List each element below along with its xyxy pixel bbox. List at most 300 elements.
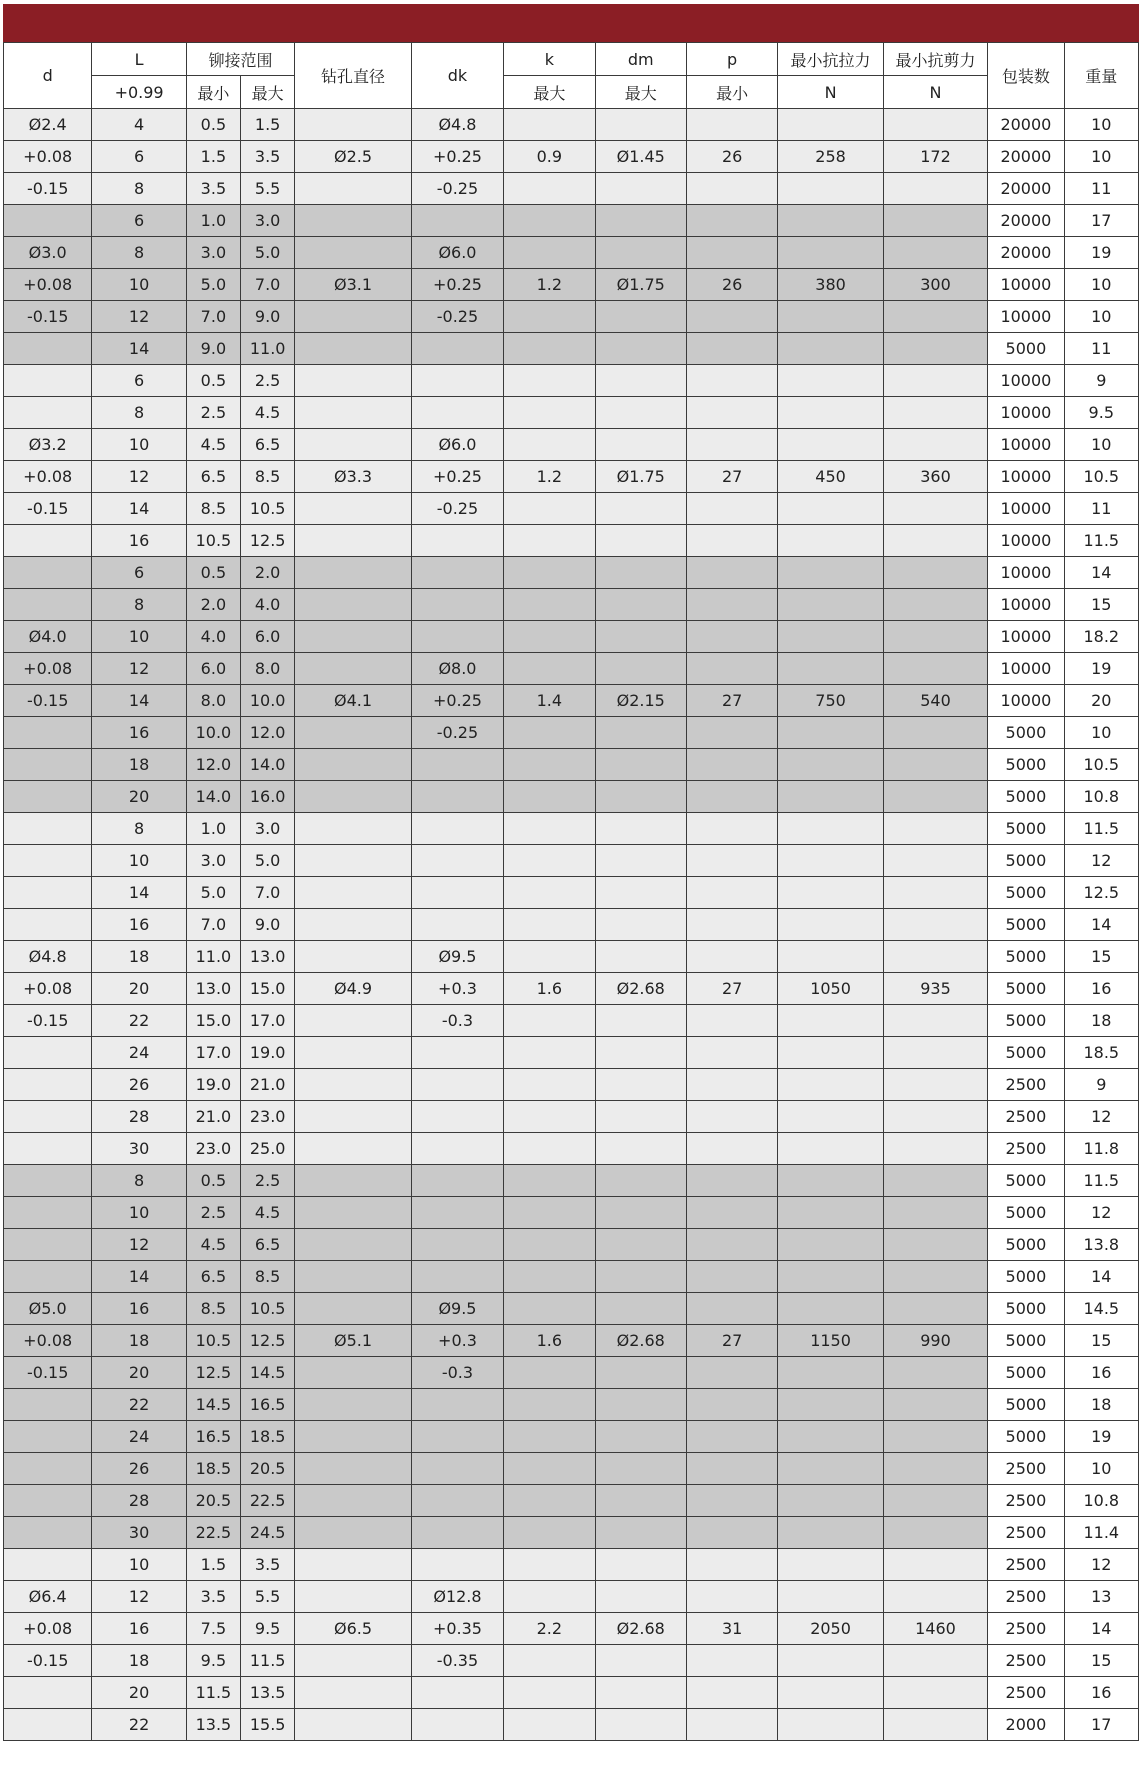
cell-dk [411, 781, 503, 813]
cell-l: 20 [92, 1677, 186, 1709]
cell-min-tensile [778, 429, 883, 461]
cell-d [4, 1709, 92, 1741]
cell-grip-min: 7.0 [186, 909, 240, 941]
cell-grip-max: 10.5 [241, 1293, 295, 1325]
cell-dk: Ø9.5 [411, 1293, 503, 1325]
cell-weight: 15 [1064, 589, 1138, 621]
cell-l: 14 [92, 333, 186, 365]
cell-min-shear [883, 493, 987, 525]
col-subheader-shear-unit: N [883, 76, 987, 109]
cell-d: Ø6.4 [4, 1581, 92, 1613]
cell-dm [595, 173, 686, 205]
cell-l: 18 [92, 1645, 186, 1677]
cell-min-tensile [778, 1165, 883, 1197]
cell-p: 27 [686, 685, 777, 717]
cell-dm [595, 1037, 686, 1069]
table-row [4, 1325, 1139, 1357]
cell-l: 20 [92, 973, 186, 1005]
cell-package-qty: 5000 [988, 909, 1064, 941]
cell-weight: 15 [1064, 1325, 1138, 1357]
cell-k [504, 1389, 595, 1421]
cell-l: 16 [92, 1613, 186, 1645]
cell-weight: 13 [1064, 1581, 1138, 1613]
cell-dk: Ø9.5 [411, 941, 503, 973]
cell-k [504, 1709, 595, 1741]
table-row [4, 589, 1139, 621]
cell-grip-min: 6.5 [186, 1261, 240, 1293]
cell-grip-max: 2.5 [241, 365, 295, 397]
cell-grip-min: 3.5 [186, 1581, 240, 1613]
col-subheader-tensile-unit: N [778, 76, 883, 109]
table-row [4, 877, 1139, 909]
cell-d [4, 781, 92, 813]
cell-p [686, 333, 777, 365]
cell-drill-diameter [295, 1261, 412, 1293]
cell-grip-max: 23.0 [241, 1101, 295, 1133]
col-subheader-grip-max: 最大 [241, 76, 295, 109]
cell-drill-diameter [295, 1069, 412, 1101]
cell-grip-max: 22.5 [241, 1485, 295, 1517]
cell-d [4, 749, 92, 781]
cell-min-tensile: 750 [778, 685, 883, 717]
cell-drill-diameter [295, 1101, 412, 1133]
cell-k [504, 1421, 595, 1453]
cell-p [686, 1485, 777, 1517]
cell-dm [595, 781, 686, 813]
cell-grip-min: 8.5 [186, 1293, 240, 1325]
cell-drill-diameter: Ø3.1 [295, 269, 412, 301]
cell-weight: 9 [1064, 365, 1138, 397]
cell-grip-max: 17.0 [241, 1005, 295, 1037]
cell-k [504, 877, 595, 909]
cell-dk: -0.3 [411, 1005, 503, 1037]
cell-d [4, 1197, 92, 1229]
cell-l: 10 [92, 1549, 186, 1581]
cell-package-qty: 2000 [988, 1709, 1064, 1741]
cell-p [686, 1101, 777, 1133]
cell-drill-diameter [295, 237, 412, 269]
cell-min-shear [883, 1101, 987, 1133]
cell-d [4, 205, 92, 237]
table-row [4, 429, 1139, 461]
cell-grip-min: 6.5 [186, 461, 240, 493]
cell-min-tensile [778, 1261, 883, 1293]
cell-drill-diameter: Ø3.3 [295, 461, 412, 493]
cell-dk: -0.25 [411, 173, 503, 205]
table-row [4, 1165, 1139, 1197]
cell-d: -0.15 [4, 685, 92, 717]
cell-min-tensile [778, 813, 883, 845]
cell-grip-min: 4.0 [186, 621, 240, 653]
cell-min-shear [883, 365, 987, 397]
cell-d: +0.08 [4, 461, 92, 493]
cell-k [504, 1357, 595, 1389]
cell-d: -0.15 [4, 301, 92, 333]
cell-k [504, 173, 595, 205]
cell-d: +0.08 [4, 653, 92, 685]
cell-drill-diameter [295, 1197, 412, 1229]
table-row [4, 845, 1139, 877]
cell-grip-max: 6.0 [241, 621, 295, 653]
cell-d: Ø3.0 [4, 237, 92, 269]
cell-package-qty: 2500 [988, 1453, 1064, 1485]
cell-dk [411, 525, 503, 557]
cell-dk [411, 909, 503, 941]
cell-min-tensile [778, 845, 883, 877]
cell-grip-max: 4.5 [241, 397, 295, 429]
cell-p [686, 429, 777, 461]
cell-d: Ø4.8 [4, 941, 92, 973]
table-row [4, 1549, 1139, 1581]
cell-min-tensile [778, 589, 883, 621]
cell-min-shear [883, 1197, 987, 1229]
cell-min-tensile [778, 205, 883, 237]
cell-grip-min: 9.5 [186, 1645, 240, 1677]
cell-l: 6 [92, 365, 186, 397]
cell-weight: 10.5 [1064, 749, 1138, 781]
table-row [4, 941, 1139, 973]
cell-min-tensile: 450 [778, 461, 883, 493]
cell-min-tensile [778, 365, 883, 397]
cell-package-qty: 5000 [988, 1357, 1064, 1389]
cell-k: 1.6 [504, 1325, 595, 1357]
cell-l: 18 [92, 941, 186, 973]
rivet-spec-table [3, 42, 1139, 1741]
col-subheader-dm-max: 最大 [595, 76, 686, 109]
cell-k [504, 1485, 595, 1517]
cell-dm [595, 1453, 686, 1485]
cell-drill-diameter: Ø5.1 [295, 1325, 412, 1357]
cell-dm [595, 1517, 686, 1549]
cell-package-qty: 20000 [988, 205, 1064, 237]
cell-d [4, 1133, 92, 1165]
cell-p [686, 717, 777, 749]
cell-p [686, 1645, 777, 1677]
cell-grip-max: 3.5 [241, 1549, 295, 1581]
cell-k [504, 1069, 595, 1101]
table-row [4, 1197, 1139, 1229]
cell-drill-diameter [295, 1581, 412, 1613]
cell-dm [595, 909, 686, 941]
cell-k [504, 589, 595, 621]
cell-min-tensile [778, 173, 883, 205]
cell-d [4, 1549, 92, 1581]
cell-dk [411, 1037, 503, 1069]
cell-min-shear [883, 1357, 987, 1389]
cell-min-shear [883, 1229, 987, 1261]
cell-dk: Ø12.8 [411, 1581, 503, 1613]
cell-drill-diameter [295, 333, 412, 365]
cell-dk [411, 1677, 503, 1709]
table-row [4, 1133, 1139, 1165]
cell-p [686, 493, 777, 525]
cell-k: 1.4 [504, 685, 595, 717]
cell-d [4, 909, 92, 941]
cell-drill-diameter [295, 109, 412, 141]
cell-weight: 18 [1064, 1005, 1138, 1037]
cell-min-tensile: 2050 [778, 1613, 883, 1645]
cell-grip-min: 4.5 [186, 1229, 240, 1261]
cell-min-shear [883, 909, 987, 941]
cell-grip-min: 11.5 [186, 1677, 240, 1709]
cell-package-qty: 10000 [988, 301, 1064, 333]
cell-package-qty: 5000 [988, 877, 1064, 909]
cell-min-tensile [778, 621, 883, 653]
cell-package-qty: 5000 [988, 941, 1064, 973]
cell-dm [595, 557, 686, 589]
cell-grip-min: 1.0 [186, 205, 240, 237]
cell-l: 10 [92, 621, 186, 653]
cell-min-tensile [778, 653, 883, 685]
cell-min-tensile [778, 237, 883, 269]
cell-k: 1.2 [504, 461, 595, 493]
cell-min-shear: 935 [883, 973, 987, 1005]
cell-grip-max: 15.5 [241, 1709, 295, 1741]
cell-d [4, 1421, 92, 1453]
cell-grip-min: 2.5 [186, 397, 240, 429]
table-row [4, 461, 1139, 493]
cell-grip-max: 3.0 [241, 205, 295, 237]
cell-drill-diameter [295, 1485, 412, 1517]
cell-min-tensile [778, 877, 883, 909]
cell-dk: +0.35 [411, 1613, 503, 1645]
cell-grip-min: 3.0 [186, 845, 240, 877]
cell-package-qty: 2500 [988, 1101, 1064, 1133]
cell-l: 10 [92, 269, 186, 301]
cell-dk: +0.25 [411, 685, 503, 717]
table-row [4, 653, 1139, 685]
cell-d [4, 589, 92, 621]
cell-grip-max: 15.0 [241, 973, 295, 1005]
cell-min-shear: 540 [883, 685, 987, 717]
cell-package-qty: 20000 [988, 109, 1064, 141]
cell-min-shear [883, 621, 987, 653]
cell-grip-min: 23.0 [186, 1133, 240, 1165]
cell-min-shear [883, 301, 987, 333]
cell-l: 24 [92, 1037, 186, 1069]
cell-weight: 11 [1064, 333, 1138, 365]
table-row [4, 717, 1139, 749]
cell-dk [411, 1549, 503, 1581]
cell-drill-diameter [295, 653, 412, 685]
cell-package-qty: 10000 [988, 557, 1064, 589]
cell-min-shear [883, 333, 987, 365]
cell-p [686, 1069, 777, 1101]
cell-grip-max: 14.5 [241, 1357, 295, 1389]
cell-weight: 14 [1064, 557, 1138, 589]
cell-k [504, 109, 595, 141]
cell-drill-diameter [295, 781, 412, 813]
cell-l: 18 [92, 1325, 186, 1357]
cell-weight: 17 [1064, 205, 1138, 237]
cell-dk: Ø6.0 [411, 237, 503, 269]
cell-k [504, 365, 595, 397]
cell-grip-min: 13.5 [186, 1709, 240, 1741]
cell-k [504, 909, 595, 941]
cell-dm [595, 941, 686, 973]
cell-l: 16 [92, 1293, 186, 1325]
cell-drill-diameter [295, 1709, 412, 1741]
cell-k [504, 1453, 595, 1485]
header-band [3, 4, 1139, 42]
cell-grip-min: 11.0 [186, 941, 240, 973]
cell-d [4, 557, 92, 589]
cell-grip-max: 9.0 [241, 301, 295, 333]
cell-drill-diameter [295, 1517, 412, 1549]
cell-drill-diameter: Ø4.1 [295, 685, 412, 717]
cell-min-tensile [778, 333, 883, 365]
cell-weight: 14 [1064, 1613, 1138, 1645]
cell-package-qty: 5000 [988, 1165, 1064, 1197]
cell-dk [411, 1389, 503, 1421]
cell-d [4, 1453, 92, 1485]
cell-drill-diameter [295, 493, 412, 525]
cell-d [4, 397, 92, 429]
cell-grip-max: 12.0 [241, 717, 295, 749]
cell-weight: 10 [1064, 429, 1138, 461]
cell-weight: 11.5 [1064, 1165, 1138, 1197]
cell-min-shear [883, 525, 987, 557]
cell-l: 28 [92, 1485, 186, 1517]
table-row [4, 1677, 1139, 1709]
cell-grip-min: 1.0 [186, 813, 240, 845]
cell-d: +0.08 [4, 1613, 92, 1645]
table-row [4, 557, 1139, 589]
cell-dk: +0.25 [411, 141, 503, 173]
table-row [4, 909, 1139, 941]
cell-grip-min: 18.5 [186, 1453, 240, 1485]
cell-grip-min: 14.5 [186, 1389, 240, 1421]
cell-drill-diameter [295, 845, 412, 877]
col-header-p: p [686, 43, 777, 76]
table-row [4, 525, 1139, 557]
cell-drill-diameter [295, 397, 412, 429]
cell-drill-diameter [295, 749, 412, 781]
cell-drill-diameter [295, 1229, 412, 1261]
cell-weight: 17 [1064, 1709, 1138, 1741]
cell-grip-min: 14.0 [186, 781, 240, 813]
cell-min-tensile [778, 1101, 883, 1133]
cell-k [504, 397, 595, 429]
table-row [4, 1293, 1139, 1325]
cell-p [686, 1357, 777, 1389]
cell-p [686, 205, 777, 237]
cell-k [504, 1645, 595, 1677]
cell-dm: Ø1.75 [595, 461, 686, 493]
cell-min-tensile: 380 [778, 269, 883, 301]
cell-d [4, 1485, 92, 1517]
table-row [4, 685, 1139, 717]
cell-dm [595, 749, 686, 781]
cell-dm [595, 1069, 686, 1101]
cell-min-shear [883, 845, 987, 877]
cell-k [504, 941, 595, 973]
cell-p: 27 [686, 461, 777, 493]
cell-grip-max: 4.0 [241, 589, 295, 621]
table-body [4, 109, 1139, 1741]
cell-drill-diameter [295, 1005, 412, 1037]
cell-min-tensile [778, 749, 883, 781]
cell-min-shear: 1460 [883, 1613, 987, 1645]
cell-weight: 12.5 [1064, 877, 1138, 909]
cell-min-shear [883, 1293, 987, 1325]
cell-l: 8 [92, 173, 186, 205]
cell-package-qty: 2500 [988, 1549, 1064, 1581]
cell-dm [595, 1645, 686, 1677]
cell-grip-max: 3.0 [241, 813, 295, 845]
cell-grip-min: 20.5 [186, 1485, 240, 1517]
cell-p [686, 909, 777, 941]
cell-p [686, 749, 777, 781]
cell-grip-max: 7.0 [241, 269, 295, 301]
cell-weight: 12 [1064, 845, 1138, 877]
cell-package-qty: 2500 [988, 1581, 1064, 1613]
table-row [4, 1709, 1139, 1741]
col-header-min-shear: 最小抗剪力 [883, 43, 987, 76]
cell-p [686, 237, 777, 269]
cell-weight: 12 [1064, 1549, 1138, 1581]
cell-k [504, 1005, 595, 1037]
cell-drill-diameter [295, 1389, 412, 1421]
table-row [4, 397, 1139, 429]
cell-weight: 14 [1064, 909, 1138, 941]
cell-grip-max: 25.0 [241, 1133, 295, 1165]
cell-grip-max: 13.0 [241, 941, 295, 973]
table-row [4, 365, 1139, 397]
cell-p [686, 365, 777, 397]
cell-dm [595, 877, 686, 909]
cell-dk: +0.3 [411, 1325, 503, 1357]
cell-k [504, 205, 595, 237]
cell-d: Ø4.0 [4, 621, 92, 653]
cell-weight: 18.5 [1064, 1037, 1138, 1069]
cell-dk [411, 749, 503, 781]
cell-p [686, 1293, 777, 1325]
cell-min-shear [883, 1645, 987, 1677]
cell-d: -0.15 [4, 1005, 92, 1037]
cell-min-tensile [778, 717, 883, 749]
cell-weight: 19 [1064, 237, 1138, 269]
cell-package-qty: 5000 [988, 1037, 1064, 1069]
cell-p [686, 557, 777, 589]
cell-p [686, 621, 777, 653]
cell-d [4, 717, 92, 749]
cell-weight: 11 [1064, 173, 1138, 205]
table-row [4, 493, 1139, 525]
cell-package-qty: 2500 [988, 1645, 1064, 1677]
cell-dk [411, 621, 503, 653]
cell-min-shear [883, 173, 987, 205]
cell-weight: 16 [1064, 973, 1138, 1005]
cell-min-shear: 172 [883, 141, 987, 173]
cell-d [4, 1261, 92, 1293]
cell-dm [595, 397, 686, 429]
cell-dk [411, 813, 503, 845]
cell-dk: Ø6.0 [411, 429, 503, 461]
cell-grip-min: 19.0 [186, 1069, 240, 1101]
cell-l: 12 [92, 301, 186, 333]
cell-weight: 10 [1064, 109, 1138, 141]
cell-drill-diameter [295, 1421, 412, 1453]
cell-min-tensile [778, 1133, 883, 1165]
cell-dm [595, 1293, 686, 1325]
cell-dk: -0.25 [411, 301, 503, 333]
table-row [4, 1261, 1139, 1293]
cell-d [4, 813, 92, 845]
cell-d: +0.08 [4, 973, 92, 1005]
cell-k [504, 493, 595, 525]
cell-dk: +0.25 [411, 269, 503, 301]
